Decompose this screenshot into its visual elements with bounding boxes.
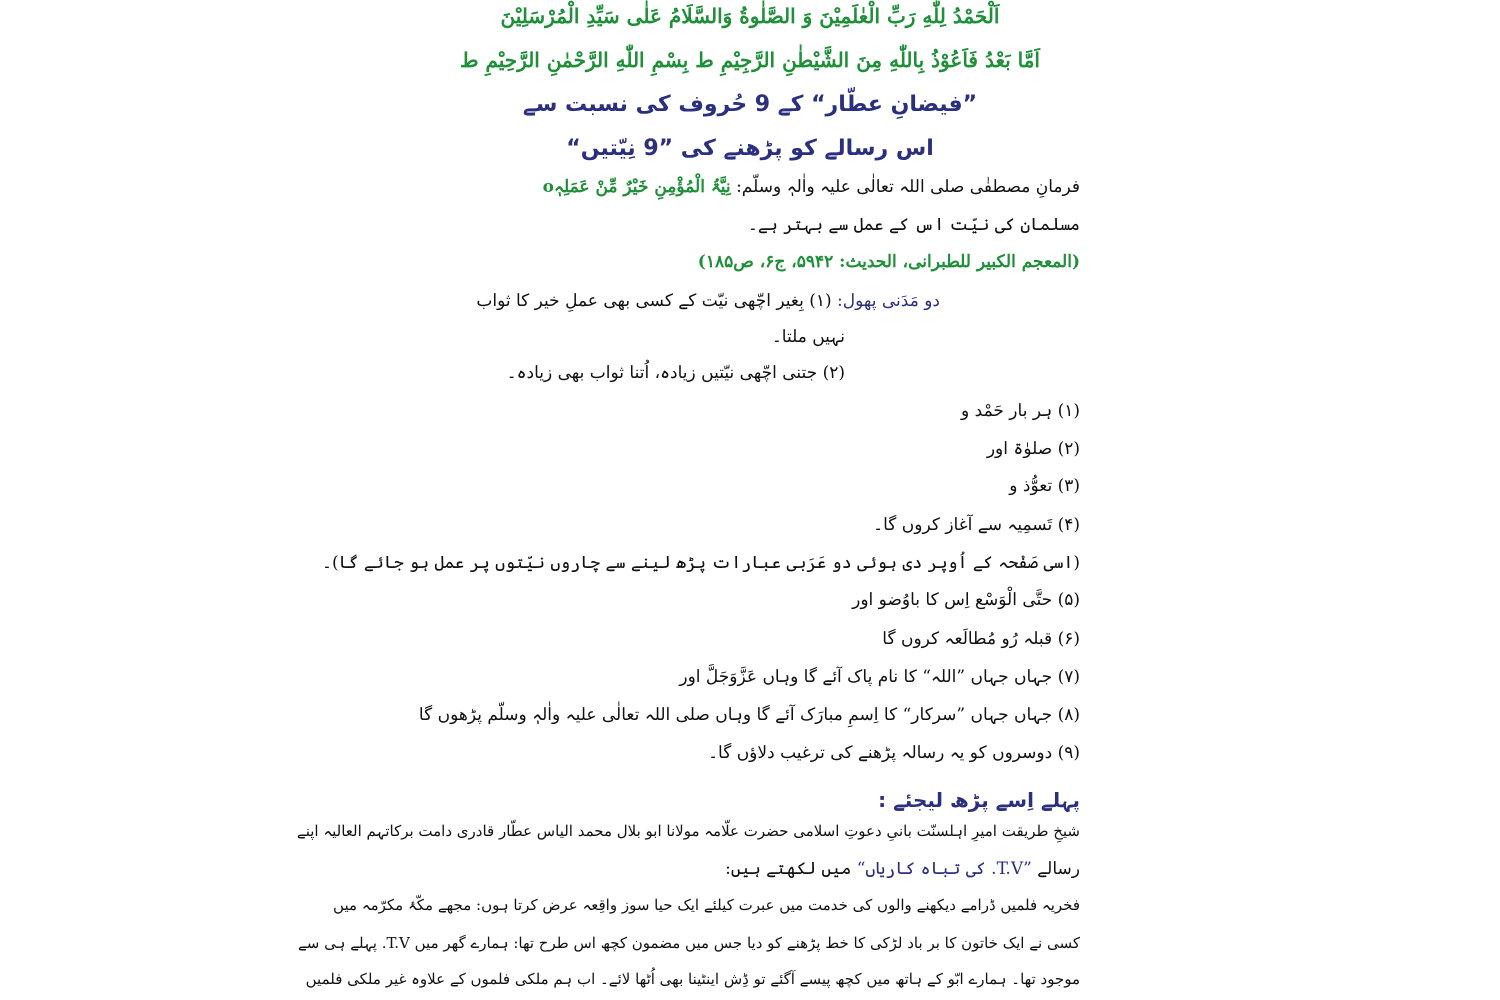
intention-item: (۹) دوسروں کو یہ رسالہ پڑھنے کی ترغیب دلاؤں گا۔	[708, 743, 1080, 763]
book-title: ”T.V. کی تباہ کاریاں“	[856, 859, 1032, 879]
title-line-2: اس رسالے کو پڑھنے کی ”9 نِیّتیں“	[566, 136, 934, 161]
section-line-3: فخریہ فلمیں ڈرامے دیکھنے والوں کی خدمت میں عبرت کیلئے ایک حیا سوز واقِعہ عرض کرتا ہوں: مجھے مکّۂ مکرّمہ میں	[333, 896, 1080, 914]
taawwuz-basmala-line: اَمَّا بَعْدُ فَاَعُوْذُ بِاللّٰهِ مِنَ الشَّيْطٰنِ الرَّجِيْمِ ط بِسْمِ اللّٰهِ الرَّحْمٰنِ الرَّحِيْمِ ط	[460, 48, 1040, 72]
section-heading: پہلے اِسے پڑھ لیجئے :	[878, 788, 1080, 812]
opening-praise-line: اَلْحَمْدُ لِلّٰهِ رَبِّ الْعٰلَمِيْنَ وَ الصَّلٰوةُ وَالسَّلَامُ عَلٰى سَيِّدِ الْمُرْسَلِيْنَ	[500, 4, 1000, 28]
hadith-reference: (المعجم الکبیر للطبرانی، الحدیث: ۵۹۴۲، ج۶، ص۱۸۵)	[697, 252, 1080, 272]
pearl-1a: (۱) بِغیر اچّھی نیّت کے کسی بھی عملِ خیر کا ثواب	[476, 291, 832, 311]
pearls-label: دو مَدَنی پھول:	[837, 291, 940, 311]
hadith-translation: مسلمان کی نیّت اس کے عمل سے بہتر ہے۔	[747, 215, 1080, 235]
pearls-line-1	[440, 290, 940, 311]
section-line-2	[420, 858, 1080, 879]
section-line-1: شیخِ طریقت امیرِ اہلسنّت بانیِ دعوتِ اسلامی حضرت علّامہ مولانا ابو بلال محمد الیاس عطّار قادری دامت برکاتہم العالیہ اپنے	[296, 822, 1080, 840]
intention-item: (۴) تَسمِیہ سے آغاز کروں گا۔	[873, 515, 1080, 535]
title-line-1: ”فیضانِ عطّار“ کے 9 حُروف کی نسبت سے	[522, 92, 978, 117]
pearl-1b: نہیں ملتا۔	[771, 327, 845, 347]
intention-item: (۱) ہر بار حَمْد و	[961, 401, 1080, 421]
intention-item: (۲) صلوٰۃ اور	[986, 439, 1080, 459]
section-line-4: کسی نے ایک خاتون کا بر باد لڑکی کا خط پڑھنے کو دیا جس میں مضمون کچھ اس طرح تھا: ہمارے گھر میں T.V. پہلے ہی سے	[298, 934, 1080, 952]
hadith-intro: فرمانِ مصطفٰی صلی اللہ تعالٰی علیہ واٰلہٖ وسلّم:	[736, 177, 1080, 197]
hadith-line	[542, 176, 1080, 197]
section-line-5: موجود تھا۔ ہمارے ابّو کے ہاتھ میں کچھ پیسے آگئے تو ڈِش اینٹینا بھی اُٹھا لائے۔ اب ہم ملکی فلموں کے علاوہ غیر ملکی فلمیں	[305, 970, 1080, 988]
intention-item: (۳) تعوُّذ و	[1009, 476, 1080, 496]
intention-note: (اسی صَفْحہ کے اُوپر دی ہوئی دو عَرَبی عبارات پڑھ لینے سے چاروں نیّتوں پر عمل ہو جائے گا)۔	[322, 553, 1080, 573]
document-page	[296, 0, 1080, 1000]
section-line-2-pre: رسالے	[1037, 859, 1080, 879]
intention-item: (۶) قبلہ رُو مُطالَعہ کروں گا	[882, 629, 1080, 649]
section-line-2-post: میں لکھتے ہیں:	[725, 859, 852, 879]
pearl-2: (۲) جتنی اچّھی نیّتیں زیادہ، اُتنا ثواب بھی زیادہ۔	[506, 363, 845, 383]
intention-item: (۸) جہاں جہاں ”سرکار“ کا اِسمِ مبارَک آئے گا وہاں صلی اللہ تعالٰی علیہ واٰلہٖ وسلّم پڑھوں گا	[418, 705, 1080, 725]
hadith-arabic: نِیَّۃُ الْمُؤْمِنِ خَیْرٌ مِّنْ عَمَلِہٖo	[542, 177, 731, 197]
intention-item: (۵) حتَّی الْوَسْع اِس کا باوُضو اور	[852, 590, 1080, 610]
intention-item: (۷) جہاں جہاں ”اللہ“ کا نام پاک آئے گا وہاں عَزَّوَجَلَّ اور	[679, 667, 1080, 687]
